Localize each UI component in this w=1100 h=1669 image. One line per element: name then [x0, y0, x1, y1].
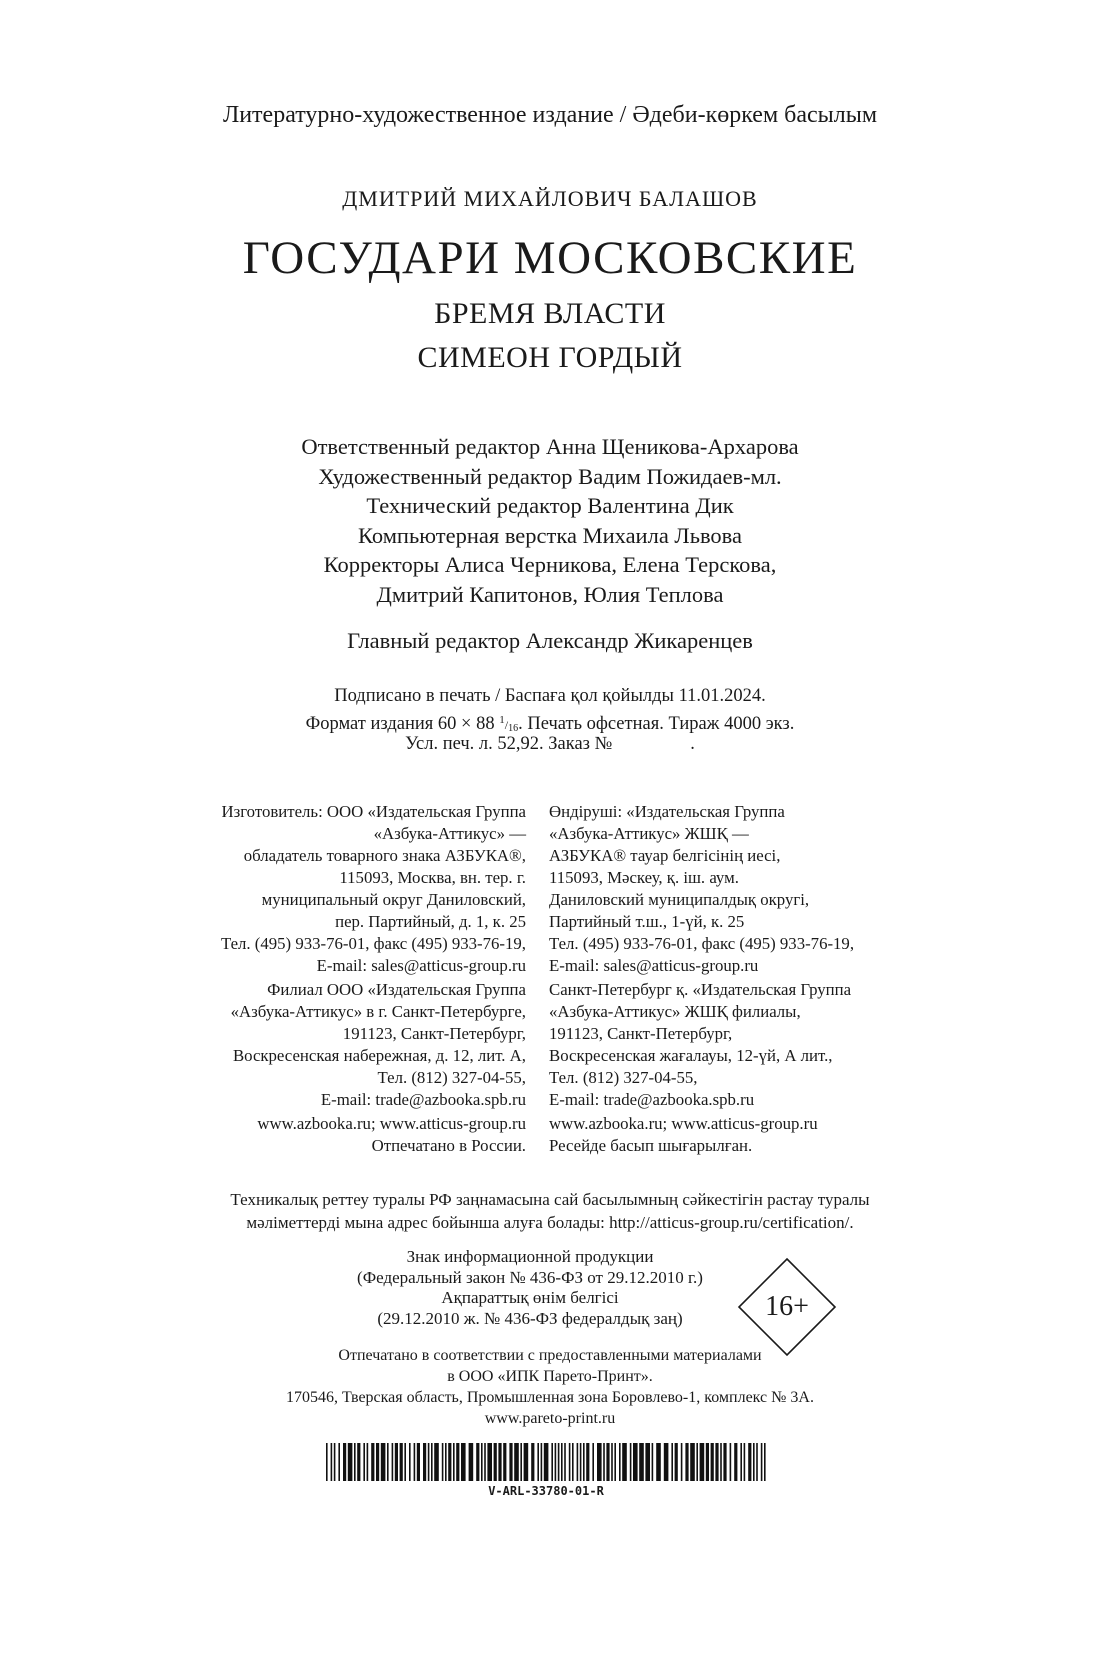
credits-list — [0, 432, 1100, 609]
barcode-bar — [461, 1443, 466, 1481]
barcode-bar — [764, 1443, 766, 1481]
barcode-bar — [442, 1443, 444, 1481]
barcode-bar — [606, 1443, 609, 1481]
manufacturer-ru — [221, 801, 526, 977]
barcode-bar — [730, 1443, 732, 1481]
barcode-bar — [690, 1443, 695, 1481]
printer-line: в ООО «ИПК Парето-Принт». — [447, 1368, 653, 1385]
printed-in-line: Ресейде басып шығарылған. — [549, 1136, 753, 1155]
barcode-bar — [371, 1443, 374, 1481]
barcode-bar — [639, 1443, 644, 1481]
barcode-bar — [580, 1443, 582, 1481]
barcode-bar — [700, 1443, 705, 1481]
credit-line: Художественный редактор Вадим Пожидаев-мл. — [318, 463, 782, 489]
barcode-bar — [551, 1443, 553, 1481]
barcode-bar — [622, 1443, 627, 1481]
barcode-bar — [514, 1443, 519, 1481]
address-line: Тел. (812) 327-04-55, — [549, 1068, 698, 1087]
barcode-bar — [509, 1443, 512, 1481]
certification-line: мәліметтерді мына адрес бойынша алуға болады: http://atticus-group.ru/certification/. — [246, 1213, 854, 1232]
barcode-bar — [395, 1443, 398, 1481]
barcode-bar — [696, 1443, 698, 1481]
series-title: ГОСУДАРИ МОСКОВСКИЕ — [242, 232, 858, 284]
barcode-bar — [652, 1443, 654, 1481]
format-prefix: Формат издания 60 × 88 — [305, 714, 500, 734]
address-line: 115093, Мәскеу, қ. іш. аум. — [549, 868, 739, 887]
barcode-bar — [564, 1443, 566, 1481]
credit-line: Ответственный редактор Анна Щеникова-Архарова — [301, 434, 799, 459]
printer-info — [0, 1345, 1100, 1429]
barcode-bar — [456, 1443, 459, 1481]
certification-note — [0, 1188, 1100, 1234]
barcode-bar — [476, 1443, 479, 1481]
barcode-bar — [498, 1443, 501, 1481]
barcode-bar — [503, 1443, 506, 1481]
barcode-bar — [423, 1443, 426, 1481]
address-line: Филиал ООО «Издательская Группа — [267, 980, 526, 999]
barcode-bar — [376, 1443, 379, 1481]
barcode-bar — [675, 1443, 678, 1481]
barcode-bar — [348, 1443, 353, 1481]
barcode-bar — [448, 1443, 451, 1481]
author-name: ДМИТРИЙ МИХАЙЛОВИЧ БАЛАШОВ — [342, 186, 758, 211]
branch-kz — [549, 979, 851, 1111]
barcode-bar — [541, 1443, 543, 1481]
barcode-bar — [367, 1443, 369, 1481]
web-ru — [257, 1113, 526, 1157]
barcode-bar — [387, 1443, 389, 1481]
barcode-bar — [583, 1443, 585, 1481]
barcode-bar — [537, 1443, 539, 1481]
sheets-prefix: Усл. печ. л. 52,92. Заказ № — [405, 734, 613, 754]
address-line: Тел. (495) 933-76-01, факс (495) 933-76-19, — [549, 934, 855, 953]
barcode-bar — [720, 1443, 722, 1481]
address-line: E-mail: trade@azbooka.spb.ru — [320, 1090, 526, 1109]
barcode-bar — [409, 1443, 411, 1481]
barcode-bar — [531, 1443, 534, 1481]
barcode-bar — [343, 1443, 346, 1481]
barcode-bar — [744, 1443, 746, 1481]
address-line: муниципальный округ Даниловский, — [261, 890, 526, 909]
barcode-bar — [392, 1443, 394, 1481]
barcode-bar — [592, 1443, 594, 1481]
manufacturer-kz — [549, 801, 854, 977]
format-denominator: 16 — [508, 723, 519, 734]
barcode-bar — [453, 1443, 455, 1481]
barcode-bar — [326, 1443, 328, 1481]
address-line: Тел. (812) 327-04-55, — [377, 1068, 526, 1087]
address-line: Воскресенская набережная, д. 12, лит. А, — [232, 1046, 526, 1065]
barcode-bar — [417, 1443, 420, 1481]
certification-line: Техникалық реттеу туралы РФ заңнамасына сай басылымның сәйкестігін растау туралы — [230, 1190, 870, 1209]
address-line: пер. Партийный, д. 1, к. 25 — [335, 912, 526, 931]
barcode-bar — [685, 1443, 688, 1481]
barcode-bar — [681, 1443, 683, 1481]
barcode-bar — [555, 1443, 557, 1481]
web-kz — [549, 1113, 818, 1157]
address-line: 191123, Санкт-Петербург, — [549, 1024, 733, 1043]
barcode-bar — [572, 1443, 574, 1481]
address-line: «Азбука-Аттикус» в г. Санкт-Петербурге, — [230, 1002, 526, 1021]
book-subtitle-2: СИМЕОН ГОРДЫЙ — [417, 341, 683, 374]
barcode-bar — [671, 1443, 673, 1481]
address-line: 191123, Санкт-Петербург, — [342, 1024, 526, 1043]
format-numerator: 1 — [499, 714, 505, 726]
barcode-bar — [748, 1443, 751, 1481]
barcode-bar — [614, 1443, 616, 1481]
printed-in-line: Отпечатано в России. — [371, 1136, 526, 1155]
barcode-bar — [381, 1443, 386, 1481]
info-sign-line: (29.12.2010 ж. № 436-ФЗ федералдық заң) — [377, 1308, 683, 1328]
barcode-bar — [740, 1443, 742, 1481]
barcode-bar — [445, 1443, 447, 1481]
barcode-bar — [561, 1443, 563, 1481]
barcode-bar — [734, 1443, 737, 1481]
printer-line: 170546, Тверская область, Промышленная зона Боровлево-1, комплекс № 3А. — [286, 1389, 814, 1406]
address-line: Тел. (495) 933-76-01, факс (495) 933-76-19, — [220, 934, 526, 953]
credit-line: Компьютерная верстка Михаила Львова — [357, 522, 742, 548]
barcode-bar — [586, 1443, 589, 1481]
age-rating: 16+ — [765, 1291, 809, 1322]
barcode-bar — [520, 1443, 522, 1481]
address-line: 115093, Москва, вн. тер. г. — [339, 868, 526, 887]
sheets-suffix: . — [690, 734, 695, 754]
barcode-bar — [524, 1443, 529, 1481]
barcode-bar — [431, 1443, 433, 1481]
barcode-bar — [611, 1443, 613, 1481]
barcode-bar — [558, 1443, 560, 1481]
barcode-bar — [484, 1443, 486, 1481]
barcode-bar — [603, 1443, 605, 1481]
format-suffix: . Печать офсетная. Тираж 4000 экз. — [518, 714, 795, 734]
info-sign-line: Ақпараттық өнім белгісі — [441, 1288, 619, 1307]
edition-type: Литературно-художественное издание / Әдеби-көркем басылым — [222, 102, 878, 128]
barcode-bar — [756, 1443, 758, 1481]
signed-to-print: Подписано в печать / Баспаға қол қойылды 11.01.2024. — [334, 686, 766, 706]
address-line: E-mail: sales@atticus-group.ru — [316, 956, 526, 975]
barcode-bar — [354, 1443, 356, 1481]
barcode-bar — [723, 1443, 726, 1481]
barcode-bar — [334, 1443, 336, 1481]
barcode-bar — [434, 1443, 439, 1481]
address-line: «Азбука-Аттикус» — — [373, 824, 526, 843]
barcode-bar — [761, 1443, 763, 1481]
barcode-bar — [428, 1443, 430, 1481]
branch-ru — [231, 979, 526, 1111]
barcode-bar — [494, 1443, 497, 1481]
address-line: обладатель товарного знака АЗБУКА®, — [243, 846, 526, 865]
barcode-bar — [400, 1443, 403, 1481]
barcode-bar — [619, 1443, 621, 1481]
printer-line: Отпечатано в соответствии с предоставленными материалами — [338, 1347, 762, 1364]
address-line: E-mail: trade@azbooka.spb.ru — [549, 1090, 755, 1109]
barcode-bar — [569, 1443, 571, 1481]
chief-editor: Главный редактор Александр Жикаренцев — [347, 628, 753, 653]
address-line: Воскресенская жағалауы, 12-үй, А лит., — [549, 1046, 833, 1065]
barcode-bar — [469, 1443, 474, 1481]
website-line: www.azbooka.ru; www.atticus-group.ru — [549, 1114, 818, 1133]
barcode-bar — [630, 1443, 632, 1481]
format-fraction: $^1/_{16}$ — [499, 714, 519, 734]
credit-line: Дмитрий Капитонов, Юлия Теплова — [376, 581, 724, 607]
barcode-bar — [656, 1443, 661, 1481]
address-line: Өндіруші: «Издательская Группа — [549, 802, 785, 821]
barcode-caption: V-ARL-33780-01-R — [488, 1484, 604, 1498]
barcode-bar — [414, 1443, 416, 1481]
website-line: www.azbooka.ru; www.atticus-group.ru — [257, 1114, 526, 1133]
barcode-bar — [706, 1443, 709, 1481]
info-sign-line: (Федеральный закон № 436-ФЗ от 29.12.2010 г.) — [357, 1267, 703, 1287]
barcode-bar — [363, 1443, 365, 1481]
printing-details — [0, 684, 1100, 756]
barcode-bar — [715, 1443, 718, 1481]
barcode-bar — [481, 1443, 483, 1481]
print-sheets — [0, 732, 1100, 756]
address-line: Партийный т.ш., 1-үй, к. 25 — [549, 912, 745, 931]
barcode-bar — [487, 1443, 492, 1481]
barcode-bar — [645, 1443, 650, 1481]
barcode-bar — [597, 1443, 602, 1481]
barcode-bar — [331, 1443, 333, 1481]
barcode-bar — [577, 1443, 579, 1481]
address-line: Санкт-Петербург қ. «Издательская Группа — [549, 980, 852, 999]
barcode-bar — [633, 1443, 638, 1481]
credit-line: Корректоры Алиса Черникова, Елена Терскова, — [323, 552, 777, 577]
address-line: «Азбука-Аттикус» ЖШҚ филиалы, — [549, 1002, 801, 1021]
barcode-bar — [711, 1443, 714, 1481]
info-sign-line: Знак информационной продукции — [406, 1247, 654, 1266]
address-line: E-mail: sales@atticus-group.ru — [549, 956, 759, 975]
info-product-sign — [300, 1247, 760, 1329]
barcode-bar — [357, 1443, 360, 1481]
barcode-bar — [544, 1443, 549, 1481]
address-line: Даниловский муниципалдық округі, — [549, 890, 810, 909]
address-line: АЗБУКА® тауар белгісінің иесі, — [549, 846, 781, 865]
barcode-bar — [404, 1443, 406, 1481]
credit-line: Технический редактор Валентина Дик — [366, 493, 734, 518]
printer-line: www.pareto-print.ru — [484, 1410, 616, 1427]
address-line: «Азбука-Аттикус» ЖШҚ — — [549, 824, 749, 843]
book-subtitle-1: БРЕМЯ ВЛАСТИ — [434, 297, 666, 330]
barcode-bar — [338, 1443, 340, 1481]
barcode — [326, 1443, 766, 1481]
barcode-bar — [664, 1443, 669, 1481]
barcode-bar — [753, 1443, 755, 1481]
edition-format — [0, 708, 1100, 732]
address-line: Изготовитель: ООО «Издательская Группа — [221, 802, 526, 821]
